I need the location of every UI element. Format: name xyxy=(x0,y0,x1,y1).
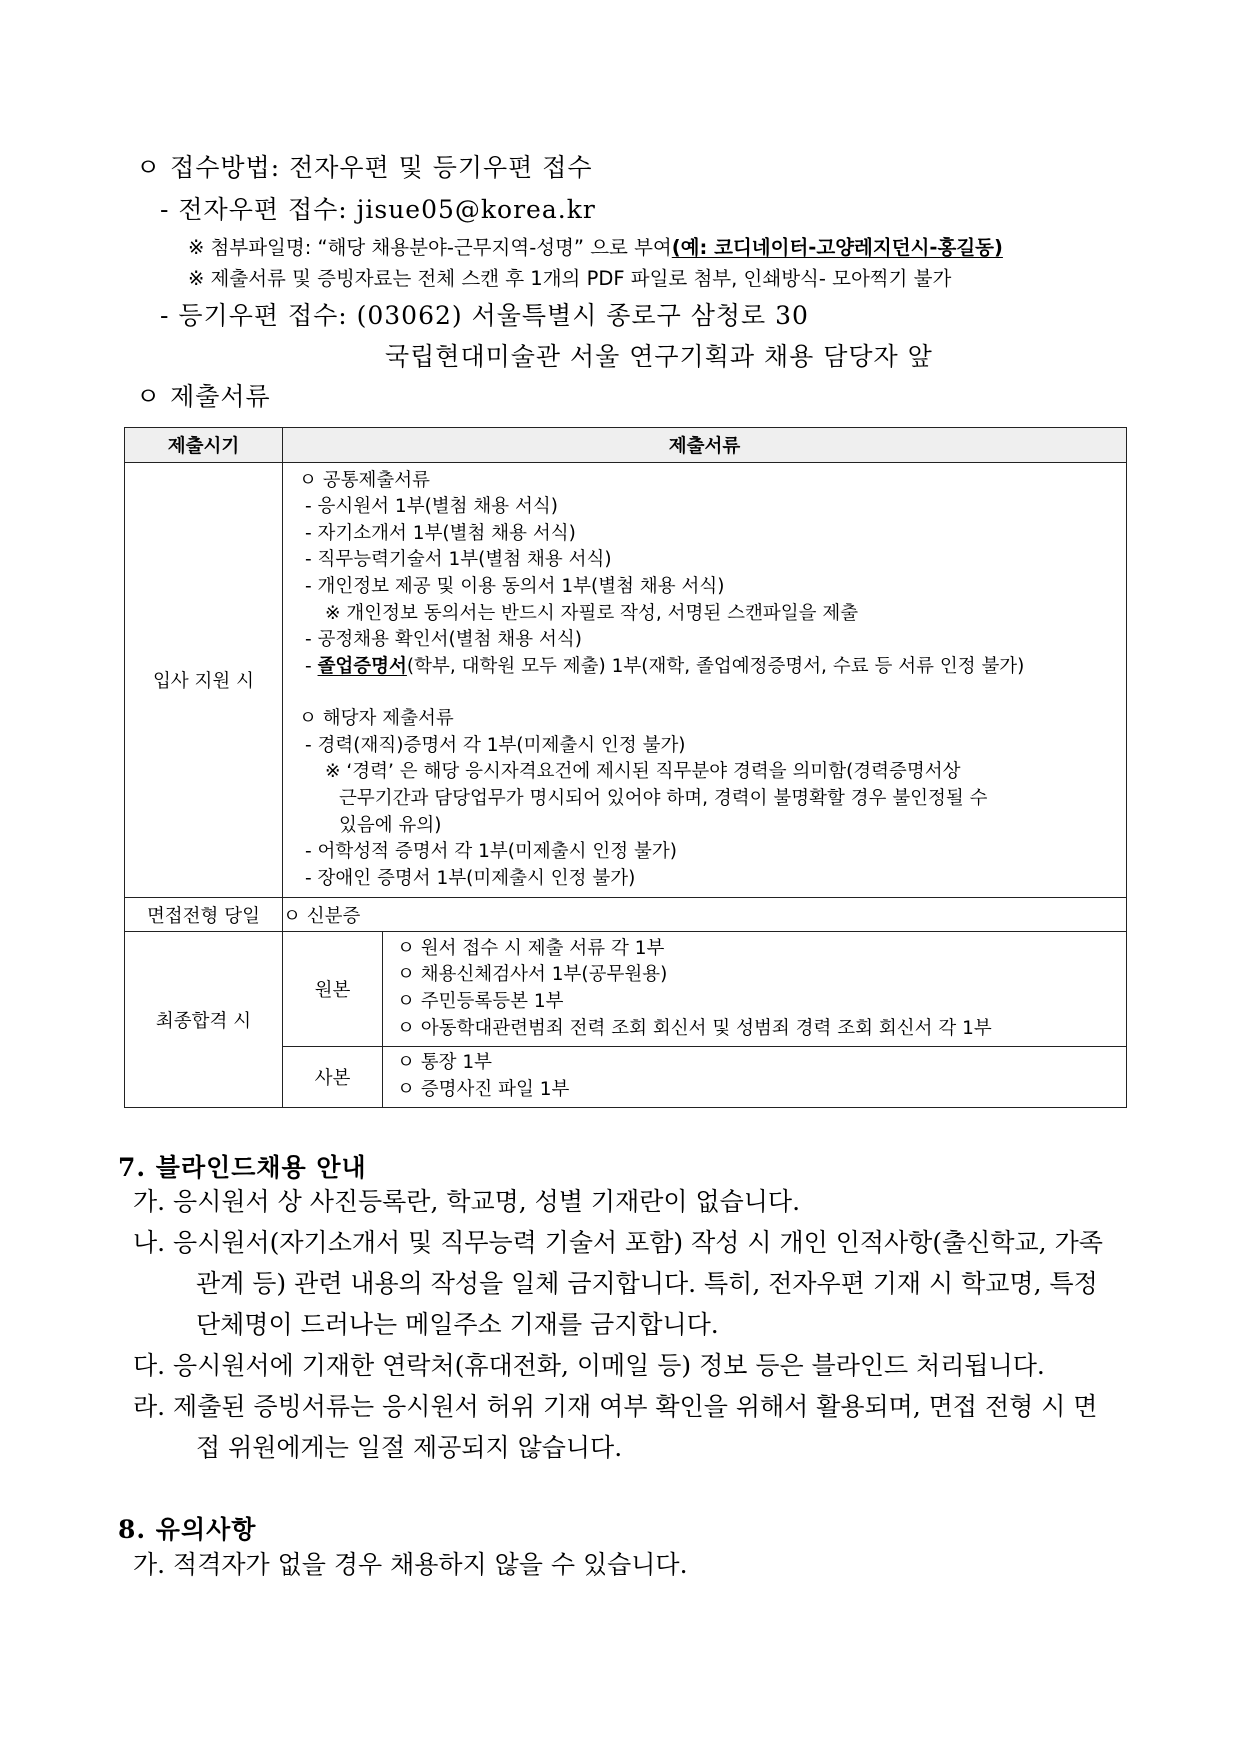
graduation-rest: (학부, 대학원 모두 제출) 1부(재학, 졸업예정증명서, 수료 등 서류 인정 불가) xyxy=(406,655,1025,677)
copy-label: 사본 xyxy=(283,1047,383,1108)
table-header-row xyxy=(125,428,1127,463)
privacy-note: ※ 개인정보 동의서는 반드시 자필로 작성, 서명된 스캔파일을 제출 xyxy=(325,602,859,624)
list-item: 나. 응시원서(자기소개서 및 직무능력 기술서 포함) 작성 시 개인 인적사항(출신학교, 가족 관계 등) 관련 내용의 작성을 일체 금지합니다. 특히, 전자우편 기재 시 학교명, 특정 단체명이 드러나는 메일주소 기재를 금지합니다. xyxy=(133,1228,1103,1339)
list-item: - 직무능력기술서 1부(별첨 채용 서식) xyxy=(305,549,612,571)
list-item: - 어학성적 증명서 각 1부(미제출시 인정 불가) xyxy=(305,841,677,863)
interview-item: ㅇ 신분증 xyxy=(283,898,1127,932)
list-item: - 자기소개서 1부(별첨 채용 서식) xyxy=(305,522,576,544)
list-item: ㅇ 채용신체검사서 1부(공무원용) xyxy=(397,964,668,986)
section7-title: 7. 블라인드채용 안내 xyxy=(118,1153,367,1182)
list-item: 가. 응시원서 상 사진등록란, 학교명, 성별 기재란이 없습니다. xyxy=(133,1187,801,1216)
original-label: 원본 xyxy=(283,932,383,1047)
reception-post: - 등기우편 접수: (03062) 서울특별시 종로구 삼청로 30 xyxy=(160,301,809,330)
reception-post-addressee: 국립현대미술관 서울 연구기획과 채용 담당자 앞 xyxy=(385,342,933,371)
header-docs: 제출서류 xyxy=(283,428,1127,463)
common-docs-title: ㅇ 공통제출서류 xyxy=(299,469,430,491)
list-item: 라. 제출된 증빙서류는 응시원서 허위 기재 여부 확인을 위해서 활용되며, 면접 전형 시 면접 위원에게는 일절 제공되지 않습니다. xyxy=(133,1392,1098,1462)
career-note-line: 있음에 유의) xyxy=(339,814,442,836)
table-row-final-original xyxy=(125,932,1127,1047)
final-when: 최종합격 시 xyxy=(125,932,283,1108)
career-note-line: 근무기간과 담당업무가 명시되어 있어야 하며, 경력이 불명확할 경우 불인정될 수 xyxy=(339,788,988,810)
section8-list xyxy=(133,1544,1118,1585)
list-item: ㅇ 주민등록등본 1부 xyxy=(397,991,564,1012)
submission-docs-table xyxy=(124,427,1127,1108)
section7-list xyxy=(133,1181,1118,1468)
scan-note: ※ 제출서류 및 증빙자료는 전체 스캔 후 1개의 PDF 파일로 첨부, 인쇄방식- 모아찍기 불가 xyxy=(188,267,952,290)
attachment-filename-example: (예: 코디네이터-고양레지던시-홍길동) xyxy=(671,236,1003,259)
attachment-filename-note-text: ※ 첨부파일명: “해당 채용분야-근무지역-성명” 으로 부여 xyxy=(188,236,672,259)
interview-when: 면접전형 당일 xyxy=(125,898,283,932)
list-item: ㅇ 증명사진 파일 1부 xyxy=(397,1079,570,1100)
spacer xyxy=(283,680,1126,706)
list-item: ㅇ 통장 1부 xyxy=(397,1052,493,1074)
list-item: - 장애인 증명서 1부(미제출시 인정 불가) xyxy=(305,867,636,889)
table-row-interview xyxy=(125,898,1127,932)
graduation-prefix: - xyxy=(305,655,318,677)
graduation-item xyxy=(283,654,1126,681)
original-docs xyxy=(383,932,1127,1047)
section8-title: 8. 유의사항 xyxy=(118,1515,257,1544)
list-item: - 응시원서 1부(별첨 채용 서식) xyxy=(305,496,558,518)
reception-email: - 전자우편 접수: jisue05@korea.kr xyxy=(160,195,596,224)
list-item: 다. 응시원서에 기재한 연락처(휴대전화, 이메일 등) 정보 등은 블라인드 처리됩니다. xyxy=(133,1351,1045,1380)
list-item: ㅇ 아동학대관련범죄 전력 조회 회신서 및 성범죄 경력 조회 회신서 각 1부 xyxy=(397,1017,992,1039)
graduation-label: 졸업증명서 xyxy=(317,655,407,677)
list-item: ㅇ 원서 접수 시 제출 서류 각 1부 xyxy=(397,937,665,959)
list-item: - 경력(재직)증명서 각 1부(미제출시 인정 불가) xyxy=(305,734,686,756)
table-row-apply xyxy=(125,463,1127,898)
docs-heading: ㅇ 제출서류 xyxy=(136,382,271,411)
attachment-filename-note xyxy=(188,232,1003,260)
career-note-line: ※ ‘경력’ 은 해당 응시자격요건에 제시된 직무분야 경력을 의미함(경력증명서상 xyxy=(325,761,961,783)
apply-docs xyxy=(283,463,1127,898)
header-when: 제출시기 xyxy=(125,428,283,463)
list-item: - 공정채용 확인서(별첨 채용 서식) xyxy=(305,629,582,651)
copy-docs xyxy=(383,1047,1127,1108)
reception-method: ㅇ 접수방법: 전자우편 및 등기우편 접수 xyxy=(136,153,593,182)
list-item: 가. 적격자가 없을 경우 채용하지 않을 수 있습니다. xyxy=(133,1550,688,1579)
optional-docs-title: ㅇ 해당자 제출서류 xyxy=(299,708,454,730)
apply-when: 입사 지원 시 xyxy=(125,463,283,898)
list-item: - 개인정보 제공 및 이용 동의서 1부(별첨 채용 서식) xyxy=(305,575,725,597)
